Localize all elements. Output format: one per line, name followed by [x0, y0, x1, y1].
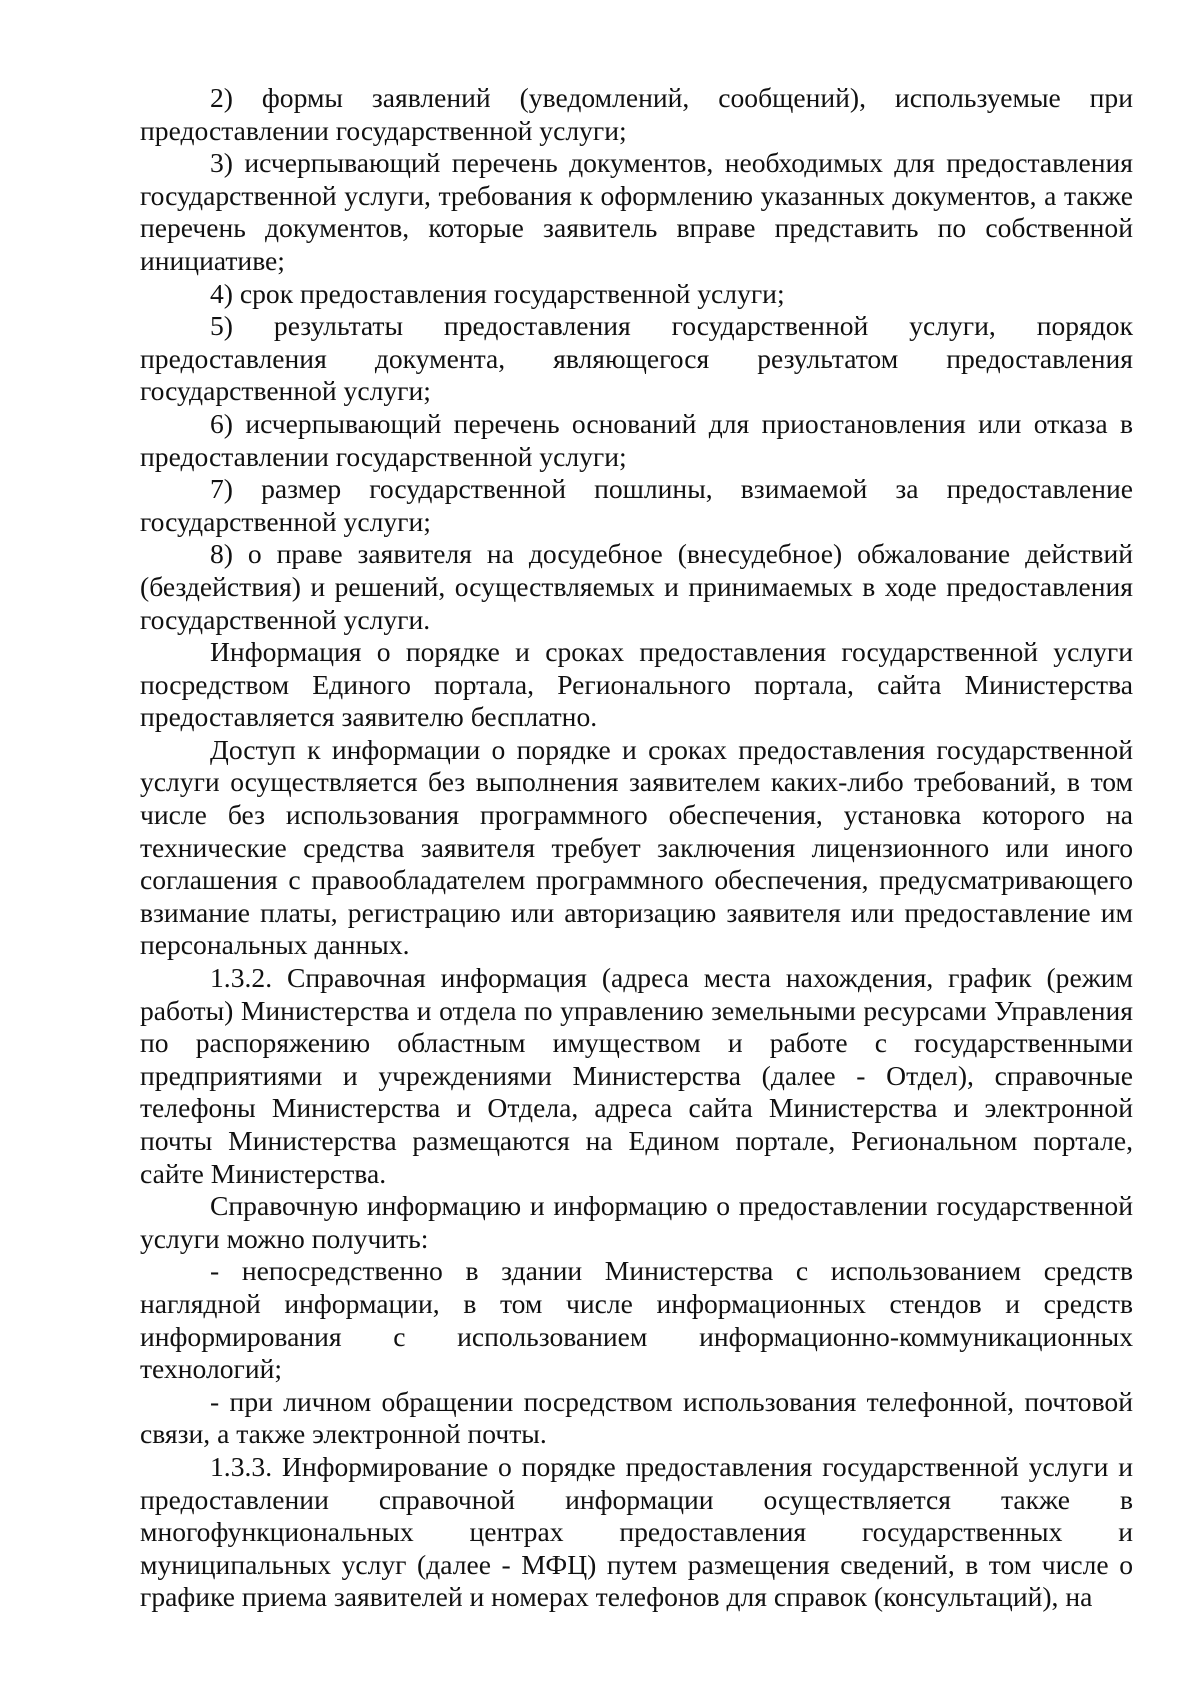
paragraph-item-6-grounds-refusal: 6) исчерпывающий перечень оснований для приостановления или отказа в предоставлении государственной услуги; — [140, 407, 1133, 472]
paragraph-section-1-3-3: 1.3.3. Информирование о порядке предоставления государственной услуги и предоставлении справочной информации осуществляется также в многофункциональных центрах предоставления государственных и муниципальных услуг (далее - МФЦ) путем размещения сведений, в том числе о графике приема заявителей и номерах телефонов для справок (консультаций), на — [140, 1450, 1133, 1613]
paragraph-item-3-documents-list: 3) исчерпывающий перечень документов, необходимых для предоставления государственной услуги, требования к оформлению указанных документов, а также перечень документов, которые заявитель вправе представить по собственной инициативе; — [140, 147, 1133, 276]
document-page — [140, 82, 1133, 1614]
paragraph-section-1-3-2: 1.3.2. Справочная информация (адреса места нахождения, график (режим работы) Министерства и отдела по управлению земельными ресурсами Управления по распоряжению областным имуществом и работе с государственными предприятиями и учреждениями Министерства (далее - Отдел), справочные телефоны Министерства и Отдела, адреса сайта Министерства и электронной почты Министерства размещаются на Едином портале, Региональном портале, сайте Министерства. — [140, 962, 1133, 1189]
paragraph-item-5-results: 5) результаты предоставления государственной услуги, порядок предоставления документа, являющегося результатом предоставления государственной услуги; — [140, 310, 1133, 407]
paragraph-bullet-in-building: - непосредственно в здании Министерства с использованием средств наглядной информации, в том числе информационных стендов и средств информирования с использованием информационно-коммуникационных технологий; — [140, 1255, 1133, 1385]
paragraph-how-to-obtain: Справочную информацию и информацию о предоставлении государственной услуги можно получить: — [140, 1190, 1133, 1254]
paragraph-bullet-personal-appeal: - при личном обращении посредством использования телефонной, почтовой связи, а также электронной почты. — [140, 1385, 1133, 1450]
paragraph-item-7-state-fee: 7) размер государственной пошлины, взимаемой за предоставление государственной услуги; — [140, 473, 1133, 537]
paragraph-item-8-appeal-right: 8) о праве заявителя на досудебное (внесудебное) обжалование действий (бездействия) и решений, осуществляемых и принимаемых в ходе предоставления государственной услуги. — [140, 538, 1133, 635]
paragraph-item-4-term: 4) срок предоставления государственной услуги; — [210, 277, 785, 309]
paragraph-free-information: Информация о порядке и сроках предоставления государственной услуги посредством Единого портала, Регионального портала, сайта Министерства предоставляется заявителю бесплатно. — [140, 636, 1133, 733]
paragraph-item-2-forms: 2) формы заявлений (уведомлений, сообщений), используемые при предоставлении государственной услуги; — [140, 82, 1133, 146]
paragraph-information-access: Доступ к информации о порядке и сроках предоставления государственной услуги осуществляется без выполнения заявителем каких-либо требований, в том числе без использования программного обеспечения, установка которого на технические средства заявителя требует заключения лицензионного или иного соглашения с правообладателем программного обеспечения, предусматривающего взимание платы, регистрацию или авторизацию заявителя или предоставление им персональных данных. — [140, 733, 1133, 961]
